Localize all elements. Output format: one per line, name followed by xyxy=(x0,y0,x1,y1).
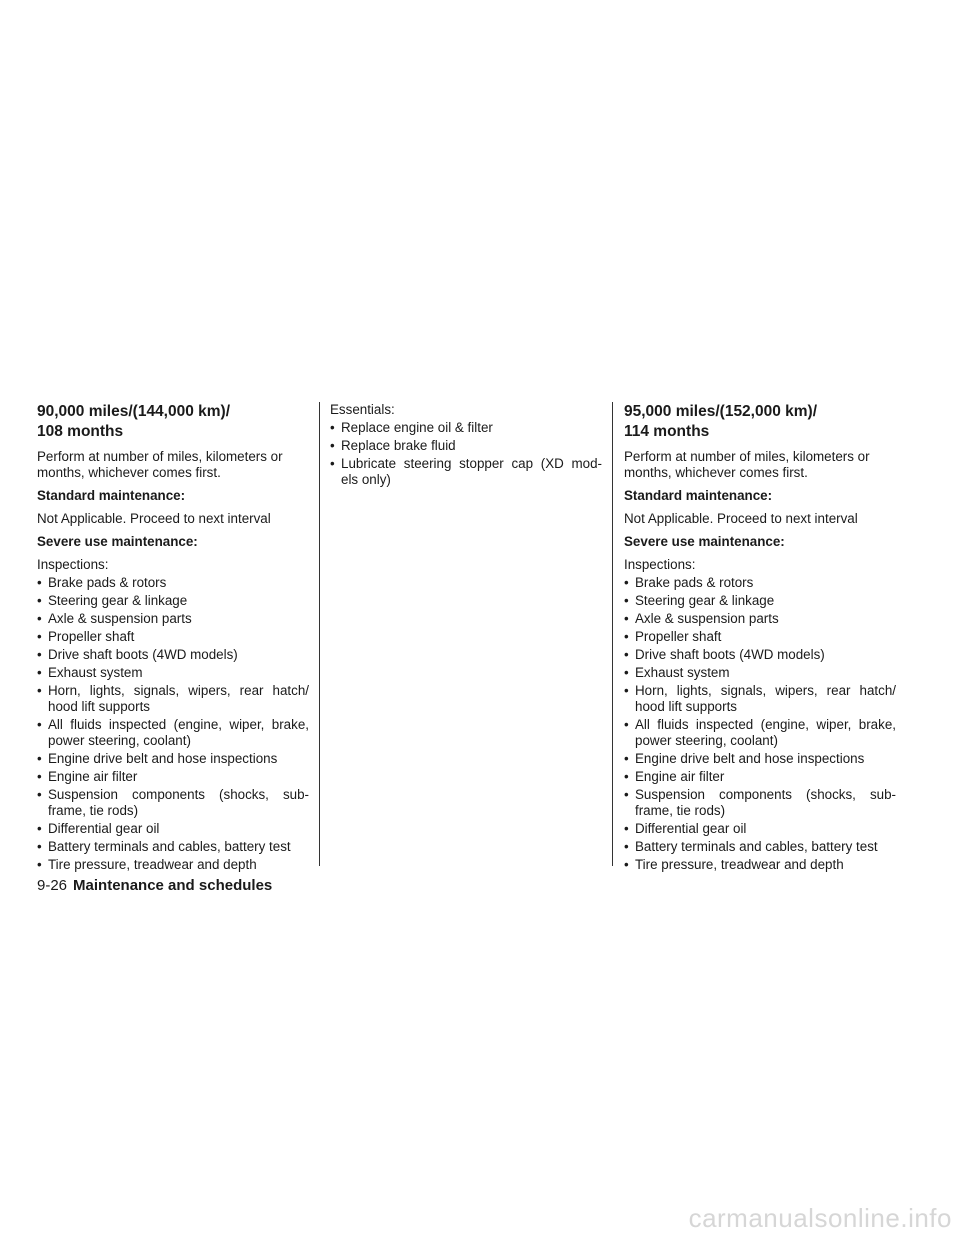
list-item: • Brake pads & rotors xyxy=(624,575,896,591)
severe-maintenance-label: Severe use maintenance: xyxy=(37,534,198,549)
list-item: • Engine air filter xyxy=(37,769,309,785)
list-item: • Exhaust system xyxy=(37,665,309,681)
list-item: • Battery terminals and cables, battery test xyxy=(37,839,309,855)
column-90000-miles xyxy=(37,402,309,875)
list-item: • Engine drive belt and hose inspections xyxy=(37,751,309,767)
intro-text: Perform at number of miles, kilometers or months, whichever comes first. xyxy=(624,449,870,480)
list-item: • All fluids inspected (engine, wiper, brake, power steering, coolant) xyxy=(37,717,309,749)
section-title: Maintenance and schedules xyxy=(73,877,273,894)
list-item: • Propeller shaft xyxy=(37,629,309,645)
page-footer xyxy=(37,876,272,896)
list-item: • Axle & suspension parts xyxy=(37,611,309,627)
watermark: carmanualsonline.info xyxy=(688,1203,952,1233)
list-item: • Tire pressure, treadwear and depth xyxy=(37,857,309,873)
list-item: • Suspension components (shocks, sub- frame, tie rods) xyxy=(624,787,896,819)
column-95000-miles xyxy=(624,402,896,875)
list-item: • Tire pressure, treadwear and depth xyxy=(624,857,896,873)
inspections-list xyxy=(37,575,309,873)
list-item: • Brake pads & rotors xyxy=(37,575,309,591)
inspections-label: Inspections: xyxy=(37,557,109,572)
section-heading-90000 xyxy=(37,402,309,442)
list-item: • Suspension components (shocks, sub- frame, tie rods) xyxy=(37,787,309,819)
standard-maintenance-label: Standard maintenance: xyxy=(37,488,186,503)
page-number: 9-26 xyxy=(37,877,68,894)
column-divider-1 xyxy=(319,402,320,866)
list-item: • Battery terminals and cables, battery test xyxy=(624,839,896,855)
list-item: • Drive shaft boots (4WD models) xyxy=(624,647,896,663)
heading-line-2: 108 months xyxy=(37,423,124,440)
section-heading-95000 xyxy=(624,402,896,442)
list-item: • Exhaust system xyxy=(624,665,896,681)
heading-line-1: 90,000 miles/(144,000 km)/ xyxy=(37,403,231,420)
list-item: • Propeller shaft xyxy=(624,629,896,645)
standard-maintenance-text: Not Applicable. Proceed to next interval xyxy=(37,511,271,526)
heading-line-2: 114 months xyxy=(624,423,710,440)
column-divider-2 xyxy=(612,402,613,866)
list-item: • Replace engine oil & filter xyxy=(330,420,602,436)
list-item: • Steering gear & linkage xyxy=(37,593,309,609)
essentials-label: Essentials: xyxy=(330,402,395,417)
list-item: • Horn, lights, signals, wipers, rear hatch/ hood lift supports xyxy=(624,683,896,715)
column-essentials xyxy=(330,402,602,490)
list-item: • Replace brake fluid xyxy=(330,438,602,454)
list-item: • All fluids inspected (engine, wiper, brake, power steering, coolant) xyxy=(624,717,896,749)
essentials-list xyxy=(330,420,602,488)
standard-maintenance-label: Standard maintenance: xyxy=(624,488,773,503)
intro-text: Perform at number of miles, kilometers or months, whichever comes first. xyxy=(37,449,283,480)
list-item: • Engine air filter xyxy=(624,769,896,785)
list-item: • Drive shaft boots (4WD models) xyxy=(37,647,309,663)
list-item: • Axle & suspension parts xyxy=(624,611,896,627)
list-item: • Engine drive belt and hose inspections xyxy=(624,751,896,767)
list-item: • Lubricate steering stopper cap (XD mod- els only) xyxy=(330,456,602,488)
list-item: • Differential gear oil xyxy=(37,821,309,837)
list-item: • Steering gear & linkage xyxy=(624,593,896,609)
list-item: • Differential gear oil xyxy=(624,821,896,837)
standard-maintenance-text: Not Applicable. Proceed to next interval xyxy=(624,511,858,526)
inspections-label: Inspections: xyxy=(624,557,696,572)
inspections-list xyxy=(624,575,896,873)
list-item: • Horn, lights, signals, wipers, rear hatch/ hood lift supports xyxy=(37,683,309,715)
severe-maintenance-label: Severe use maintenance: xyxy=(624,534,785,549)
heading-line-1: 95,000 miles/(152,000 km)/ xyxy=(624,403,818,420)
